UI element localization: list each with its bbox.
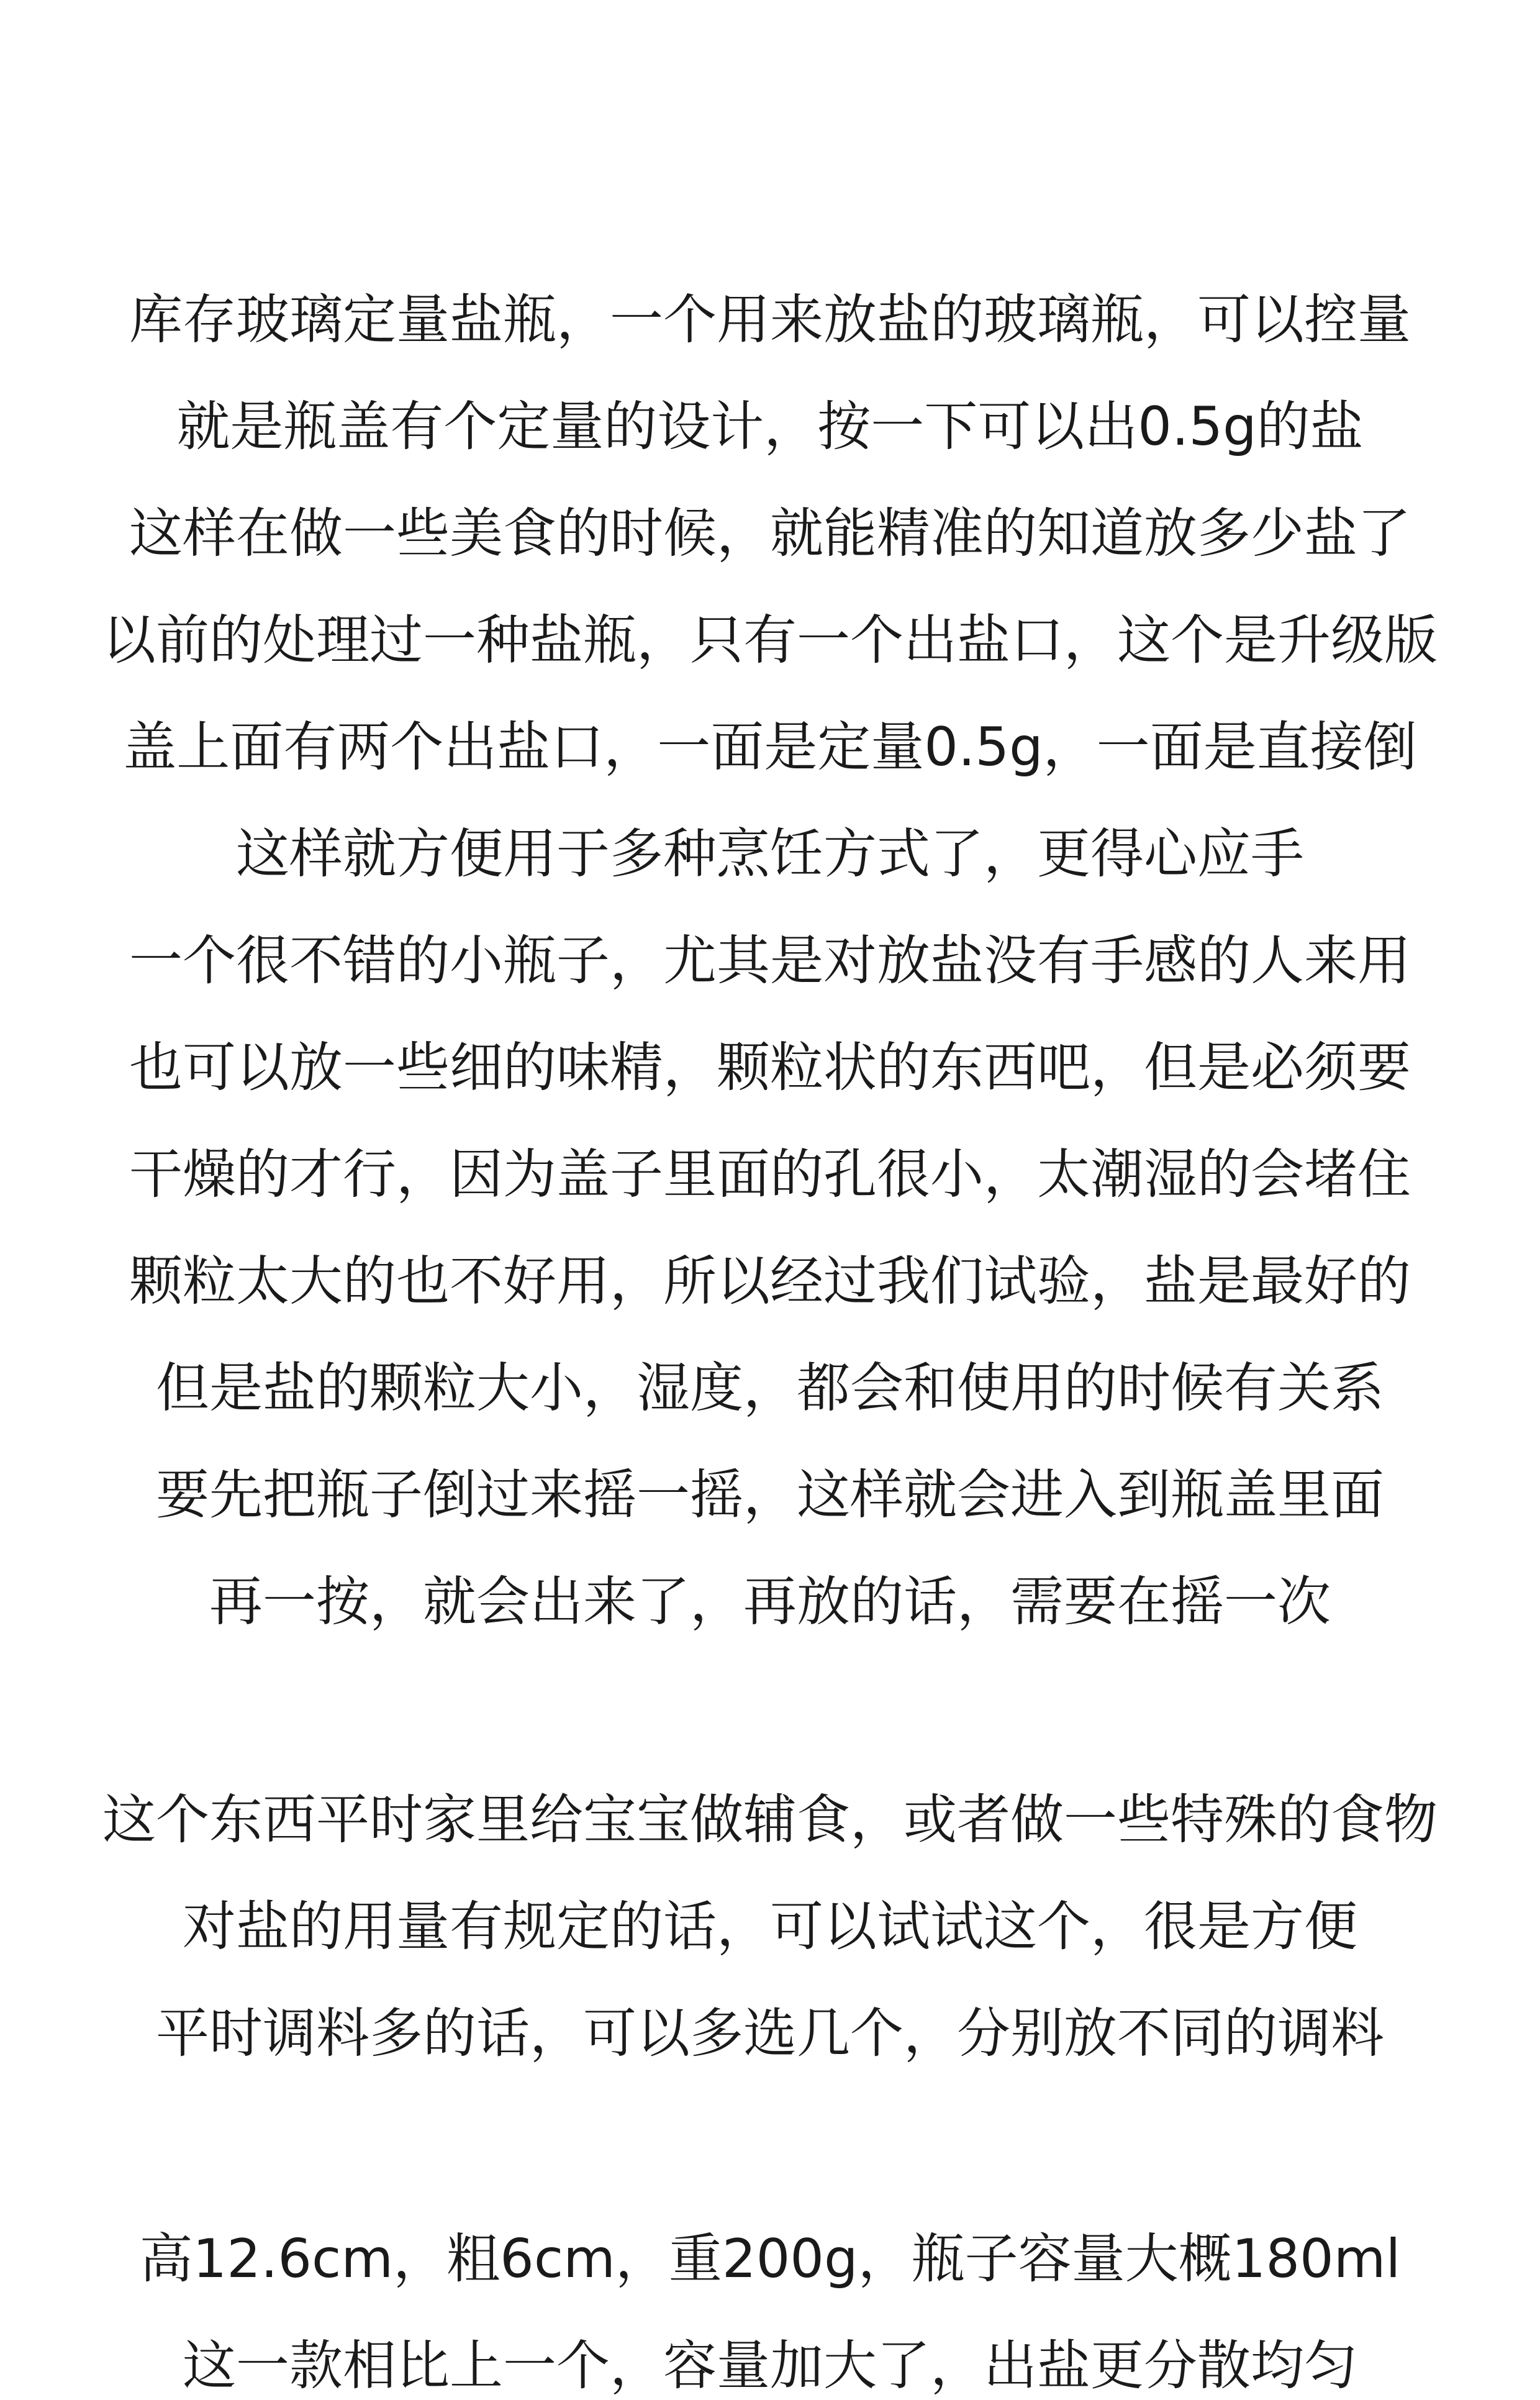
text-line: 一个很不错的小瓶子，尤其是对放盐没有手感的人来用: [129, 930, 1411, 992]
text-line: 就是瓶盖有个定量的设计，按一下可以出0.5g的盐: [176, 396, 1364, 458]
text-line: 以前的处理过一种盐瓶，只有一个出盐口，这个是升级版: [102, 609, 1438, 671]
text-line: 这样在做一些美食的时候，就能精准的知道放多少盐了: [129, 502, 1411, 565]
text-line: 盖上面有两个出盐口，一面是定量0.5g，一面是直接倒: [123, 716, 1417, 778]
text-line: 要先把瓶子倒过来摇一摇，这样就会进入到瓶盖里面: [156, 1464, 1384, 1526]
text-line: 但是盐的颗粒大小，湿度，都会和使用的时候有关系: [156, 1357, 1384, 1419]
text-line: 库存玻璃定量盐瓶，一个用来放盐的玻璃瓶，可以控量: [129, 289, 1411, 351]
text-line: 平时调料多的话，可以多选几个，分别放不同的调料: [156, 2002, 1384, 2065]
text-line: 颗粒太大的也不好用，所以经过我们试验，盐是最好的: [129, 1250, 1411, 1312]
text-line: 这一款相比上一个，容量加大了，出盐更分散均匀: [183, 2335, 1357, 2397]
text-line: 也可以放一些细的味精，颗粒状的东西吧，但是必须要: [129, 1037, 1411, 1099]
text-line: 高12.6cm，粗6cm，重200g，瓶子容量大概180ml: [139, 2228, 1401, 2290]
text-line: 再一按，就会出来了，再放的话，需要在摇一次: [209, 1571, 1331, 1633]
text-line: 对盐的用量有规定的话，可以试试这个，很是方便: [183, 1896, 1357, 1958]
text-line: 这样就方便用于多种烹饪方式了，更得心应手: [236, 823, 1304, 885]
text-line: 这个东西平时家里给宝宝做辅食，或者做一些特殊的食物: [102, 1789, 1438, 1851]
text-line: 干燥的才行，因为盖子里面的孔很小，太潮湿的会堵住: [129, 1143, 1411, 1206]
